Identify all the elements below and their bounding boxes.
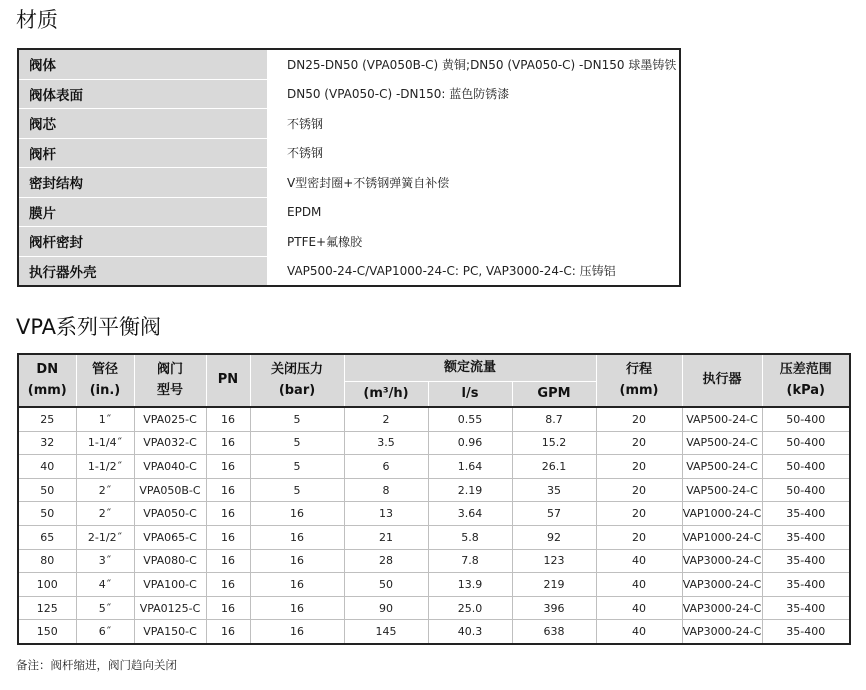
material-value: DN50 (VPA050-C) -DN150: 蓝色防锈漆: [267, 79, 680, 109]
materials-title: 材质: [16, 8, 58, 32]
table-cell: VAP3000-24-C: [682, 573, 762, 597]
table-cell: 16: [250, 573, 344, 597]
table-cell: 92: [512, 525, 596, 549]
table-cell: 16: [250, 549, 344, 573]
table-cell: 5: [250, 431, 344, 455]
table-cell: VAP1000-24-C: [682, 525, 762, 549]
table-cell: 35-400: [762, 573, 850, 597]
table-cell: 3˝: [76, 549, 134, 573]
table-cell: 1.64: [428, 455, 512, 479]
materials-row: [18, 256, 680, 286]
table-cell: VPA040-C: [134, 455, 206, 479]
table-cell: 15.2: [512, 431, 596, 455]
table-row: [18, 620, 850, 644]
table-cell: 16: [206, 502, 250, 526]
table-cell: VPA100-C: [134, 573, 206, 597]
table-cell: VPA0125-C: [134, 596, 206, 620]
table-cell: 100: [18, 573, 76, 597]
table-cell: 90: [344, 596, 428, 620]
header-close-pressure: 关闭压力 (bar): [250, 354, 344, 407]
materials-row: [18, 227, 680, 257]
table-cell: 5: [250, 407, 344, 431]
material-value: PTFE+氟橡胶: [267, 227, 680, 257]
table-cell: 16: [206, 455, 250, 479]
table-cell: 40: [18, 455, 76, 479]
table-cell: 1-1/4˝: [76, 431, 134, 455]
table-cell: VPA032-C: [134, 431, 206, 455]
table-cell: 1˝: [76, 407, 134, 431]
table-cell: 3.64: [428, 502, 512, 526]
table-cell: 35-400: [762, 549, 850, 573]
table-cell: VPA050B-C: [134, 478, 206, 502]
table-row: [18, 573, 850, 597]
material-label: 阀杆: [18, 138, 267, 168]
table-row: [18, 549, 850, 573]
table-cell: 0.96: [428, 431, 512, 455]
table-cell: 20: [596, 502, 682, 526]
table-cell: 50: [344, 573, 428, 597]
table-cell: 5: [250, 455, 344, 479]
header-stroke: 行程 (mm): [596, 354, 682, 407]
table-cell: 2: [344, 407, 428, 431]
table-cell: 20: [596, 525, 682, 549]
table-cell: VPA050-C: [134, 502, 206, 526]
table-cell: 35: [512, 478, 596, 502]
table-cell: 125: [18, 596, 76, 620]
table-cell: 40: [596, 549, 682, 573]
material-label: 密封结构: [18, 168, 267, 198]
table-cell: 50: [18, 502, 76, 526]
table-cell: 57: [512, 502, 596, 526]
table-row: [18, 502, 850, 526]
table-cell: 16: [206, 431, 250, 455]
table-cell: 16: [206, 573, 250, 597]
header-rated-flow: 额定流量: [344, 354, 596, 382]
table-cell: 40: [596, 596, 682, 620]
material-value: DN25-DN50 (VPA050B-C) 黄铜;DN50 (VPA050-C) -DN150 球墨铸铁: [267, 49, 680, 79]
material-label: 执行器外壳: [18, 256, 267, 286]
table-cell: 40: [596, 620, 682, 644]
table-cell: 35-400: [762, 620, 850, 644]
table-row: [18, 455, 850, 479]
table-cell: 40: [596, 573, 682, 597]
table-cell: 0.55: [428, 407, 512, 431]
table-cell: 16: [206, 620, 250, 644]
table-row: [18, 596, 850, 620]
table-cell: 150: [18, 620, 76, 644]
table-cell: 396: [512, 596, 596, 620]
table-row: [18, 431, 850, 455]
table-cell: 35-400: [762, 525, 850, 549]
table-cell: 16: [250, 620, 344, 644]
table-cell: VAP500-24-C: [682, 478, 762, 502]
material-value: V型密封圈+不锈钢弹簧自补偿: [267, 168, 680, 198]
table-cell: 16: [206, 525, 250, 549]
table-cell: 16: [250, 502, 344, 526]
table-row: [18, 525, 850, 549]
table-cell: 13: [344, 502, 428, 526]
table-cell: VAP3000-24-C: [682, 549, 762, 573]
materials-row: [18, 168, 680, 198]
table-cell: 2˝: [76, 478, 134, 502]
table-cell: 50-400: [762, 407, 850, 431]
table-cell: VPA065-C: [134, 525, 206, 549]
table-cell: 35-400: [762, 596, 850, 620]
material-value: VAP500-24-C/VAP1000-24-C: PC, VAP3000-24-C: 压铸铝: [267, 256, 680, 286]
table-cell: 20: [596, 431, 682, 455]
material-value: 不锈钢: [267, 138, 680, 168]
materials-row: [18, 138, 680, 168]
table-cell: 20: [596, 478, 682, 502]
material-label: 阀芯: [18, 109, 267, 139]
spec-title: VPA系列平衡阀: [16, 315, 162, 339]
table-cell: 26.1: [512, 455, 596, 479]
table-cell: 28: [344, 549, 428, 573]
table-cell: VPA025-C: [134, 407, 206, 431]
materials-row: [18, 109, 680, 139]
table-cell: 16: [206, 549, 250, 573]
materials-row: [18, 79, 680, 109]
material-label: 阀体表面: [18, 79, 267, 109]
table-cell: 1-1/2˝: [76, 455, 134, 479]
table-cell: 50-400: [762, 431, 850, 455]
table-cell: 25.0: [428, 596, 512, 620]
table-cell: 16: [206, 596, 250, 620]
table-cell: 123: [512, 549, 596, 573]
table-cell: VAP1000-24-C: [682, 502, 762, 526]
table-cell: 4˝: [76, 573, 134, 597]
material-label: 阀杆密封: [18, 227, 267, 257]
table-cell: 20: [596, 455, 682, 479]
table-cell: 5: [250, 478, 344, 502]
table-cell: 13.9: [428, 573, 512, 597]
table-cell: VAP3000-24-C: [682, 596, 762, 620]
table-cell: 20: [596, 407, 682, 431]
table-cell: 219: [512, 573, 596, 597]
table-cell: 2-1/2˝: [76, 525, 134, 549]
table-row: [18, 407, 850, 431]
table-cell: 50-400: [762, 455, 850, 479]
table-cell: 6: [344, 455, 428, 479]
table-cell: 145: [344, 620, 428, 644]
table-cell: 6˝: [76, 620, 134, 644]
table-cell: 25: [18, 407, 76, 431]
header-dn: DN (mm): [18, 354, 76, 407]
table-cell: 65: [18, 525, 76, 549]
table-row: [18, 478, 850, 502]
table-cell: VAP3000-24-C: [682, 620, 762, 644]
table-cell: 8: [344, 478, 428, 502]
header-flow-ls: l/s: [428, 382, 512, 408]
table-cell: 5.8: [428, 525, 512, 549]
materials-table: [17, 48, 681, 287]
materials-row: [18, 49, 680, 79]
table-cell: 7.8: [428, 549, 512, 573]
table-cell: 2.19: [428, 478, 512, 502]
header-dp-range: 压差范围 (kPa): [762, 354, 850, 407]
table-cell: 16: [206, 407, 250, 431]
table-cell: 8.7: [512, 407, 596, 431]
material-label: 阀体: [18, 49, 267, 79]
spec-table: [17, 353, 851, 645]
table-cell: 21: [344, 525, 428, 549]
table-cell: 35-400: [762, 502, 850, 526]
table-cell: VAP500-24-C: [682, 431, 762, 455]
table-cell: VPA080-C: [134, 549, 206, 573]
table-cell: 16: [250, 525, 344, 549]
material-value: EPDM: [267, 197, 680, 227]
header-actuator: 执行器: [682, 354, 762, 407]
table-cell: VAP500-24-C: [682, 407, 762, 431]
table-cell: 32: [18, 431, 76, 455]
table-cell: 16: [206, 478, 250, 502]
header-valve-model: 阀门 型号: [134, 354, 206, 407]
table-cell: VAP500-24-C: [682, 455, 762, 479]
table-cell: 3.5: [344, 431, 428, 455]
table-cell: 80: [18, 549, 76, 573]
table-cell: 5˝: [76, 596, 134, 620]
header-pn: PN: [206, 354, 250, 407]
footnote: 备注：阀杆缩进，阀门趋向关闭: [16, 658, 177, 672]
header-flow-m3h: (m³/h): [344, 382, 428, 408]
table-cell: 50: [18, 478, 76, 502]
header-flow-gpm: GPM: [512, 382, 596, 408]
header-pipe-size: 管径 (in.): [76, 354, 134, 407]
table-cell: 50-400: [762, 478, 850, 502]
table-cell: 40.3: [428, 620, 512, 644]
material-value: 不锈钢: [267, 109, 680, 139]
table-cell: 16: [250, 596, 344, 620]
table-cell: 2˝: [76, 502, 134, 526]
table-cell: VPA150-C: [134, 620, 206, 644]
materials-row: [18, 197, 680, 227]
material-label: 膜片: [18, 197, 267, 227]
table-cell: 638: [512, 620, 596, 644]
